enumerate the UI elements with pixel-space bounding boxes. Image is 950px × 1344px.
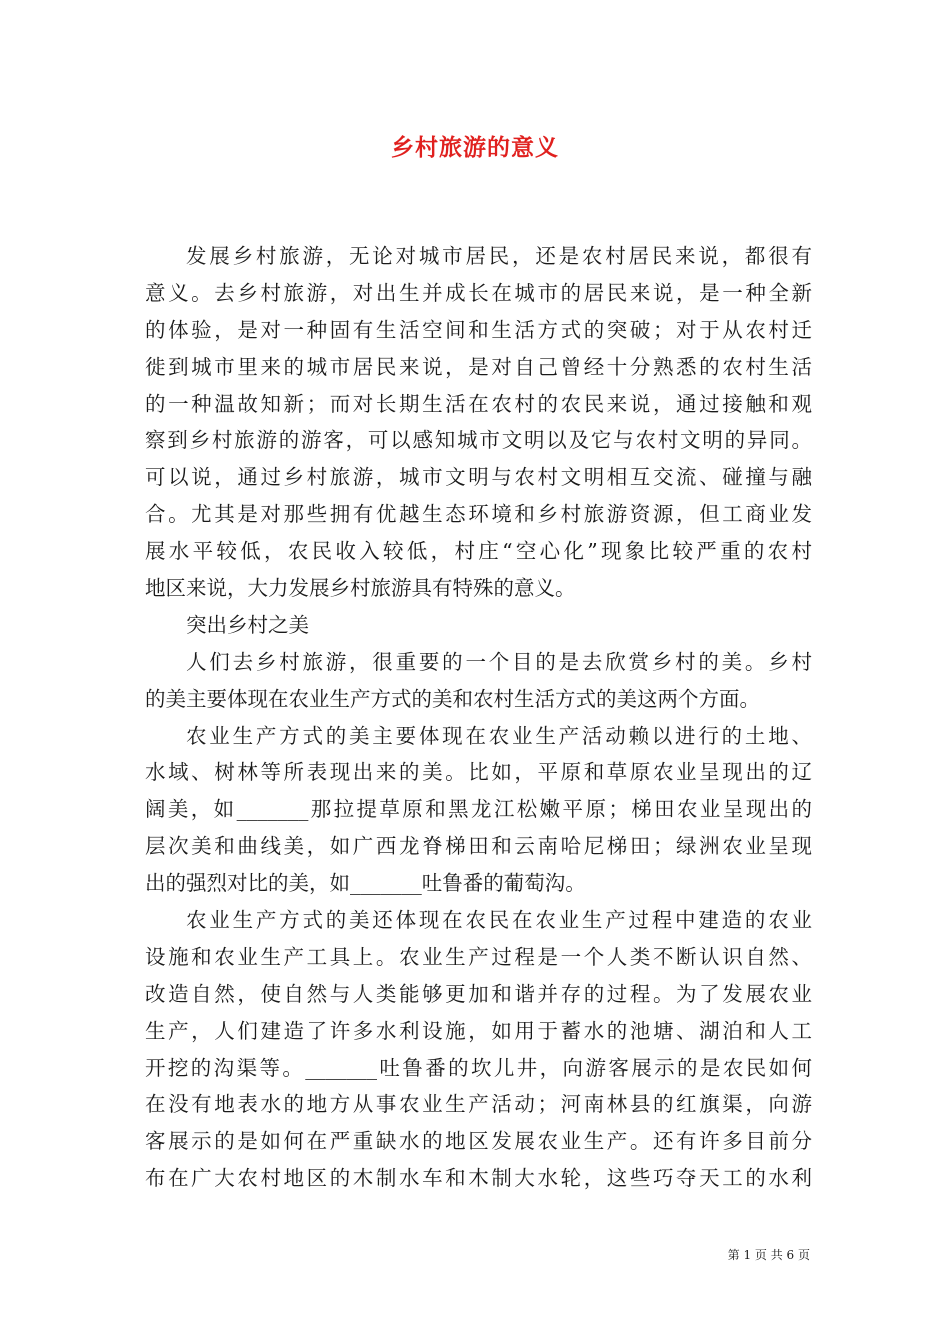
text-line: 察到乡村旅游的游客，可以感知城市文明以及它与农村文明的异同。 [145, 428, 812, 453]
text-line: 农业生产方式的美主要体现在农业生产活动赖以进行的土地、 [186, 723, 812, 748]
text-line: 的体验，是对一种固有生活空间和生活方式的突破；对于从农村迁 [145, 317, 812, 342]
text-line: 展水平较低，农民收入较低，村庄“空心化”现象比较严重的农村 [145, 539, 812, 564]
text-line: 在没有地表水的地方从事农业生产活动；河南林县的红旗渠，向游 [145, 1092, 812, 1117]
text-line: 地区来说，大力发展乡村旅游具有特殊的意义。 [145, 576, 576, 601]
text-line: 农业生产方式的美还体现在农民在农业生产过程中建造的农业 [186, 908, 812, 933]
text-line: 改造自然，使自然与人类能够更加和谐并存的过程。为了发展农业 [145, 981, 812, 1006]
text-line: 意义。去乡村旅游，对出生并成长在城市的居民来说，是一种全新 [145, 280, 812, 305]
text-line: 水域、树林等所表现出来的美。比如，平原和草原农业呈现出的辽 [145, 760, 812, 785]
text-line: 发展乡村旅游，无论对城市居民，还是农村居民来说，都很有 [186, 244, 812, 268]
text-line: 的一种温故知新；而对长期生活在农村的农民来说，通过接触和观 [145, 391, 812, 416]
text-line: 开挖的沟渠等。_______吐鲁番的坎儿井，向游客展示的是农民如何 [145, 1055, 812, 1080]
text-line: 徙到城市里来的城市居民来说，是对自己曾经十分熟悉的农村生活 [145, 354, 812, 379]
text-line: 出的强烈对比的美，如_______吐鲁番的葡萄沟。 [145, 871, 586, 896]
page-number: 第 1 页 共 6 页 [727, 1248, 810, 1262]
text-line: 设施和农业生产工具上。农业生产过程是一个人类不断认识自然、 [145, 944, 812, 969]
section-heading: 突出乡村之美 [186, 612, 309, 637]
text-line: 阔美，如_______那拉提草原和黑龙江松嫩平原；梯田农业呈现出的 [145, 797, 812, 822]
text-line: 合。尤其是对那些拥有优越生态环境和乡村旅游资源，但工商业发 [145, 502, 812, 527]
document-title: 乡村旅游的意义 [391, 134, 559, 161]
text-line: 布在广大农村地区的木制水车和木制大水轮，这些巧夺天工的水利 [145, 1166, 812, 1191]
document-body [145, 238, 812, 1197]
text-line: 的美主要体现在农业生产方式的美和农村生活方式的美这两个方面。 [145, 686, 760, 711]
text-line: 生产，人们建造了许多水利设施，如用于蓄水的池塘、湖泊和人工 [145, 1018, 812, 1043]
text-line: 人们去乡村旅游，很重要的一个目的是去欣赏乡村的美。乡村 [186, 649, 812, 674]
text-line: 层次美和曲线美，如广西龙脊梯田和云南哈尼梯田；绿洲农业呈现 [145, 834, 812, 859]
text-line: 客展示的是如何在严重缺水的地区发展农业生产。还有许多目前分 [145, 1129, 812, 1154]
text-line: 可以说，通过乡村旅游，城市文明与农村文明相互交流、碰撞与融 [145, 465, 812, 490]
